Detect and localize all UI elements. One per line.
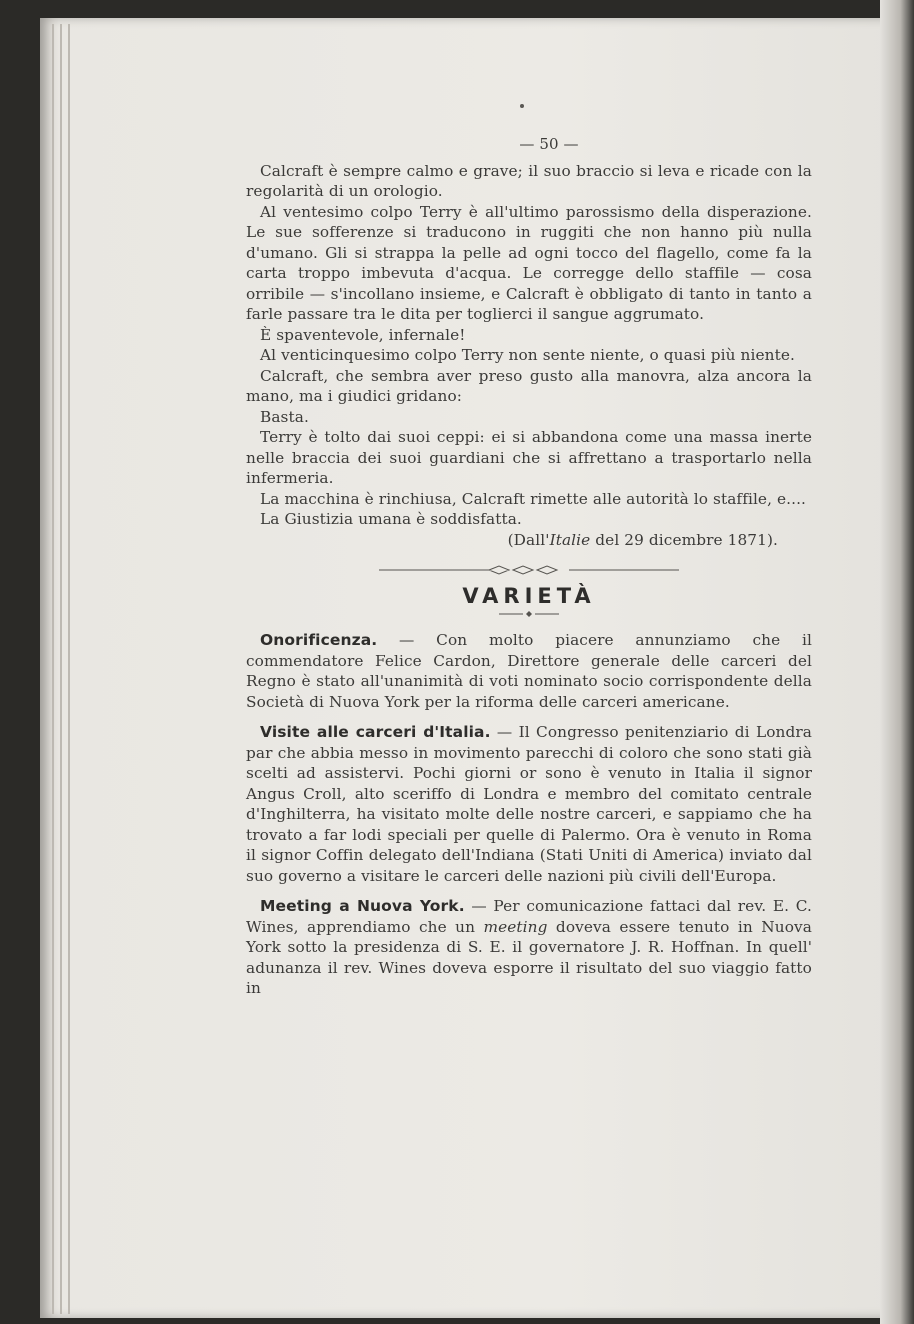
news-item-body: doveva essere tenuto in Nuova York sotto la presidenza di S. E. il governatore J. R. Hoffnan. In quell' adunanza il rev. Wines doveva esporre il risultato del suo viaggio fatto in <box>246 917 812 997</box>
heading-ornament <box>246 610 812 618</box>
page-text <box>246 134 812 999</box>
news-item <box>246 722 812 886</box>
news-item-body: — Il Congresso penitenziario di Londra par che abbia messo in movimento parecchi di coloro che sono stati già scelti ad assistervi. Pochi giorni or sono è venuto in Italia il signor Angus Croll, alto sceriffo di Londra e membro del comitato centrale d'Inghilterra, ha visitato molte delle nostre carceri, e sappiamo che ha trovato a far lodi speciali per quelle di Palermo. Ora è venuto in Roma il signor Coffin delegato dell'Indiana (Stati Uniti di America) inviato dal suo governo a visitare le carceri delle nazioni più civili dell'Europa. <box>246 723 812 885</box>
divider-ornament <box>246 564 812 576</box>
page-edge-line <box>68 24 70 1314</box>
speck <box>520 104 524 108</box>
paragraph: Al venticinquesimo colpo Terry non sente niente, o quasi più niente. <box>260 346 795 364</box>
paragraph: Basta. <box>260 407 309 426</box>
paragraph: È spaventevole, infernale! <box>260 325 466 344</box>
citation-prefix: (Dall' <box>507 530 550 549</box>
news-item-emphasis: meeting <box>483 917 548 936</box>
page-right-edge <box>880 0 914 1324</box>
news-item <box>246 630 812 712</box>
news-item-title: Onorificenza. <box>260 631 378 649</box>
paragraph: Al ventesimo colpo Terry è all'ultimo parossismo della disperazione. Le sue sofferenze si traducono in ruggiti che non hanno più nulla d'umano. Gli si strappa la pelle ad ogni tocco del flagello, come fa la carta troppo imbevuta d'acqua. Le corregge dello staffile — cosa orribile — s'incollano insieme, e Calcraft è obbligato di tanto in tanto a farle passare tra le dita per toglierci il sangue aggrumato. <box>246 202 812 323</box>
paragraph: Calcraft è sempre calmo e grave; il suo braccio si leva e ricade con la regolarità di un orologio. <box>246 161 812 200</box>
news-item <box>246 896 812 999</box>
news-item-body: — Per comunicazione fattaci dal rev. E. C. Wines, apprendiamo che un <box>246 897 812 936</box>
page-edge-line <box>52 24 54 1314</box>
citation-suffix: del 29 dicembre 1871). <box>590 530 778 549</box>
news-item-body: — Con molto piacere annunziamo che il commendatore Felice Cardon, Direttore generale delle carceri del Regno è stato all'unanimità di voti nominato socio corrispondente della Società di Nuova York per la riforma delle carceri americane. <box>246 631 812 711</box>
page-number: — 50 — <box>519 135 579 153</box>
news-item-title: Meeting a Nuova York. <box>260 897 465 915</box>
section-heading: VARIETÀ <box>462 584 596 608</box>
paragraph: La macchina è rinchiusa, Calcraft rimette alle autorità lo staffile, e.... <box>260 489 807 508</box>
citation <box>246 530 812 551</box>
news-item-title: Visite alle carceri d'Italia. <box>260 723 491 741</box>
paragraph: Calcraft, che sembra aver preso gusto alla manovra, alza ancora la mano, ma i giudici gridano: <box>246 366 812 405</box>
citation-source: Italie <box>549 530 591 549</box>
paragraph: Terry è tolto dai suoi ceppi: ei si abbandona come una massa inerte nelle braccia dei suoi guardiani che si affrettano a trasportarlo nella infermeria. <box>246 428 812 487</box>
page-edge-line <box>60 24 62 1314</box>
paragraph: La Giustizia umana è soddisfatta. <box>260 510 522 528</box>
